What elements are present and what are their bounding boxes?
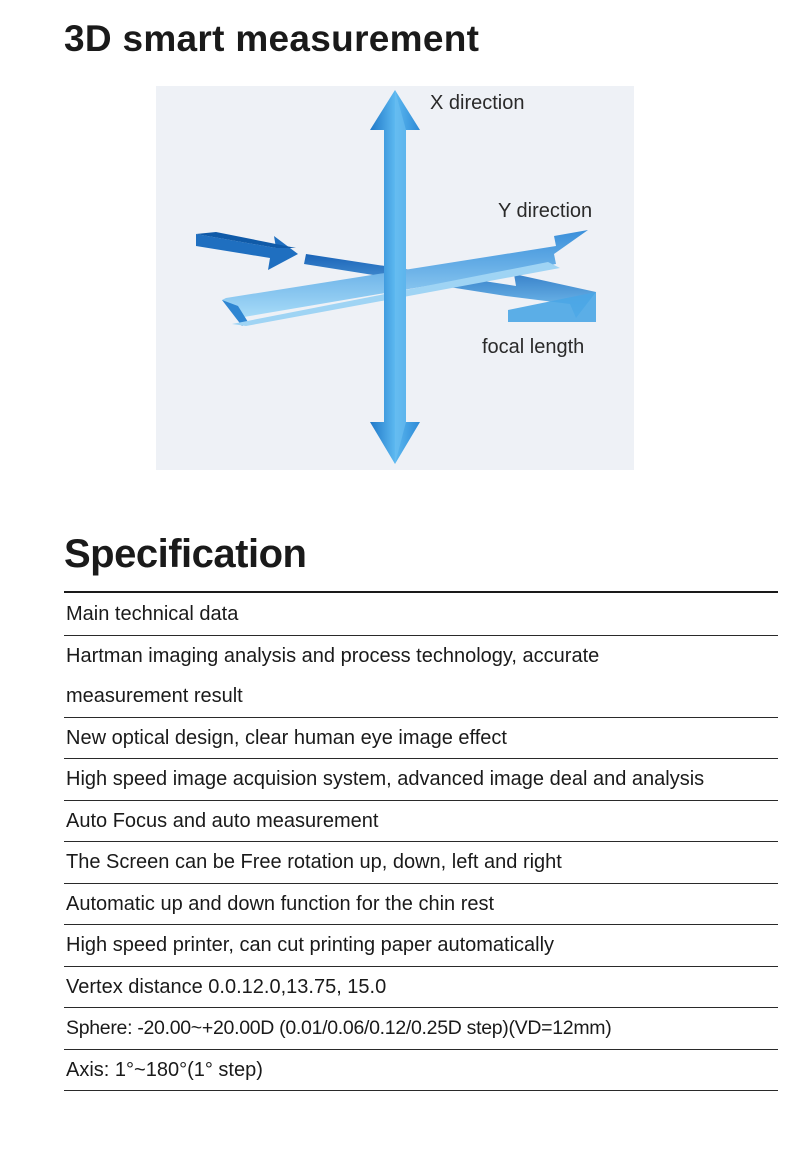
specification-table — [64, 594, 778, 1091]
page-title: 3D smart measurement — [64, 18, 480, 59]
focal-length-label: focal length — [482, 336, 585, 358]
spec-row: Axis: 1°~180°(1° step) — [64, 1050, 778, 1092]
y-direction-label: Y direction — [498, 200, 593, 222]
spec-row: New optical design, clear human eye image effect — [64, 718, 778, 760]
x-direction-label: X direction — [430, 92, 525, 114]
spec-row: High speed printer, can cut printing paper automatically — [64, 925, 778, 967]
axis-arrows-graphic — [156, 86, 634, 470]
spec-row: Sphere: -20.00~+20.00D (0.01/0.06/0.12/0.25D step)(VD=12mm) — [64, 1008, 778, 1050]
spec-row: High speed image acquision system, advanced image deal and analysis — [64, 759, 778, 801]
spec-row: Vertex distance 0.0.12.0,13.75, 15.0 — [64, 967, 778, 1009]
axis-diagram — [156, 86, 634, 470]
spec-row: Automatic up and down function for the chin rest — [64, 884, 778, 926]
spec-row: Hartman imaging analysis and process technology, accurate measurement result — [64, 636, 778, 718]
top-divider — [64, 591, 778, 593]
specification-heading: Specification — [64, 532, 307, 576]
spec-row: Auto Focus and auto measurement — [64, 801, 778, 843]
spec-row: The Screen can be Free rotation up, down, left and right — [64, 842, 778, 884]
spec-row: Main technical data — [64, 594, 778, 636]
